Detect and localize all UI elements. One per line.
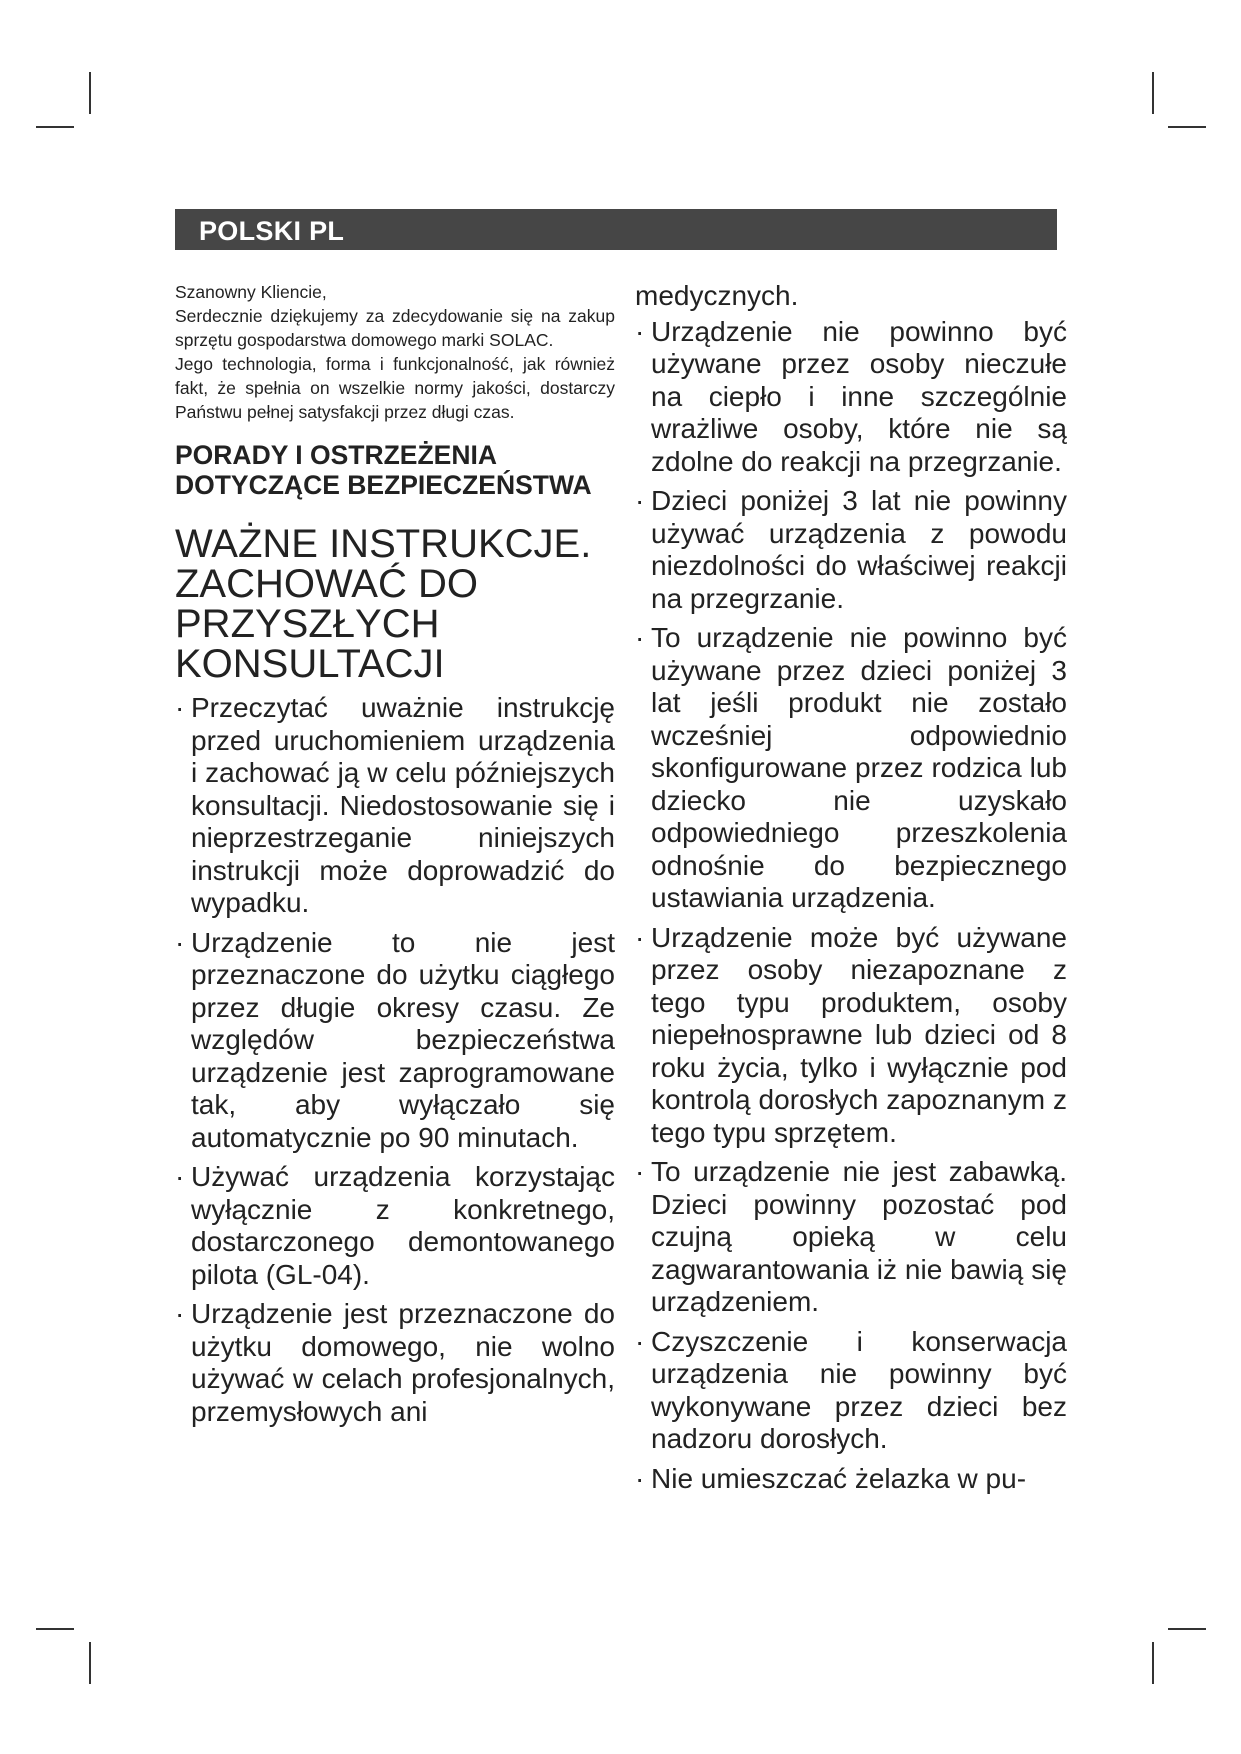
language-header-title: POLSKI PL bbox=[199, 216, 345, 246]
list-item: · Dzieci poniżej 3 lat nie powinny używać urządzenia z powodu niezdolności do właściwej reakcji na przegrzanie. bbox=[635, 485, 1067, 615]
crop-mark-top-right-vertical bbox=[1152, 72, 1154, 114]
crop-mark-bottom-right-horizontal bbox=[1168, 1628, 1206, 1630]
list-item: · Nie umieszczać żelazka w pu- bbox=[635, 1463, 1067, 1496]
crop-mark-top-left-vertical bbox=[89, 72, 91, 114]
right-column bbox=[635, 280, 1067, 1502]
list-item: · Urządzenie to nie jest przeznaczone do użytku ciągłego przez długie okresy czasu. Ze względów bezpieczeństwa urządzenie jest zaprogramowane tak, aby wyłączało się automatycznie po 90 minutach. bbox=[175, 927, 615, 1155]
crop-mark-bottom-left-vertical bbox=[89, 1642, 91, 1684]
intro-greeting: Szanowny Kliencie, bbox=[175, 282, 327, 302]
continuation-text: medycznych. bbox=[635, 280, 799, 311]
list-item: · Urządzenie jest przeznaczone do użytku domowego, nie wolno używać w celach profesjonalnych, przemysłowych ani bbox=[175, 1298, 615, 1428]
left-bullet-list bbox=[175, 692, 615, 1428]
crop-mark-bottom-right-vertical bbox=[1152, 1642, 1154, 1684]
intro-technology: Jego technologia, forma i funkcjonalność, jak również fakt, że spełnia on wszelkie normy jakości, dostarczy Państwu pełnej satysfakcji przez długi czas. bbox=[175, 354, 615, 422]
important-instructions-heading: WAŻNE INSTRUKCJE. ZACHOWAĆ DO PRZYSZŁYCH KONSULTACJI bbox=[175, 522, 592, 686]
safety-heading: PORADY I OSTRZEŻENIA DOTYCZĄCE BEZPIECZEŃSTWA bbox=[175, 440, 592, 500]
intro-text bbox=[175, 280, 615, 424]
list-item: · Czyszczenie i konserwacja urządzenia nie powinny być wykonywane przez dzieci bez nadzoru dorosłych. bbox=[635, 1326, 1067, 1456]
list-item: · Używać urządzenia korzystając wyłącznie z konkretnego, dostarczonego demontowanego pilota (GL-04). bbox=[175, 1161, 615, 1291]
list-item: · Urządzenie może być używane przez osoby niezapoznane z tego typu produktem, osoby niepełnosprawne lub dzieci od 8 roku życia, tylko i wyłącznie pod kontrolą dorosłych zapoznanym z tego typu sprzętem. bbox=[635, 922, 1067, 1150]
crop-mark-bottom-left-horizontal bbox=[36, 1628, 74, 1630]
crop-mark-top-right-horizontal bbox=[1168, 126, 1206, 128]
left-column bbox=[175, 280, 615, 1435]
list-item: · Przeczytać uważnie instrukcję przed uruchomieniem urządzenia i zachować ją w celu późniejszych konsultacji. Niedostosowanie się i nieprzestrzeganie niniejszych instrukcji może doprowadzić do wypadku. bbox=[175, 692, 615, 920]
language-header-bar bbox=[175, 209, 1057, 250]
intro-thanks: Serdecznie dziękujemy za zdecydowanie się na zakup sprzętu gospodarstwa domowego marki SOLAC. bbox=[175, 306, 615, 350]
list-item: · Urządzenie nie powinno być używane przez osoby nieczułe na ciepło i inne szczególnie wrażliwe osoby, które nie są zdolne do reakcji na przegrzanie. bbox=[635, 316, 1067, 479]
list-item: · To urządzenie nie jest zabawką. Dzieci powinny pozostać pod czujną opieką w celu zagwarantowania iż nie bawią się urządzeniem. bbox=[635, 1156, 1067, 1319]
right-bullet-list bbox=[635, 316, 1067, 1496]
crop-mark-top-left-horizontal bbox=[36, 126, 74, 128]
list-item: · To urządzenie nie powinno być używane przez dzieci poniżej 3 lat jeśli produkt nie zostało wcześniej odpowiednio skonfigurowane przez rodzica lub dziecko nie uzyskało odpowiedniego przeszkolenia odnośnie do bezpiecznego ustawiania urządzenia. bbox=[635, 622, 1067, 915]
